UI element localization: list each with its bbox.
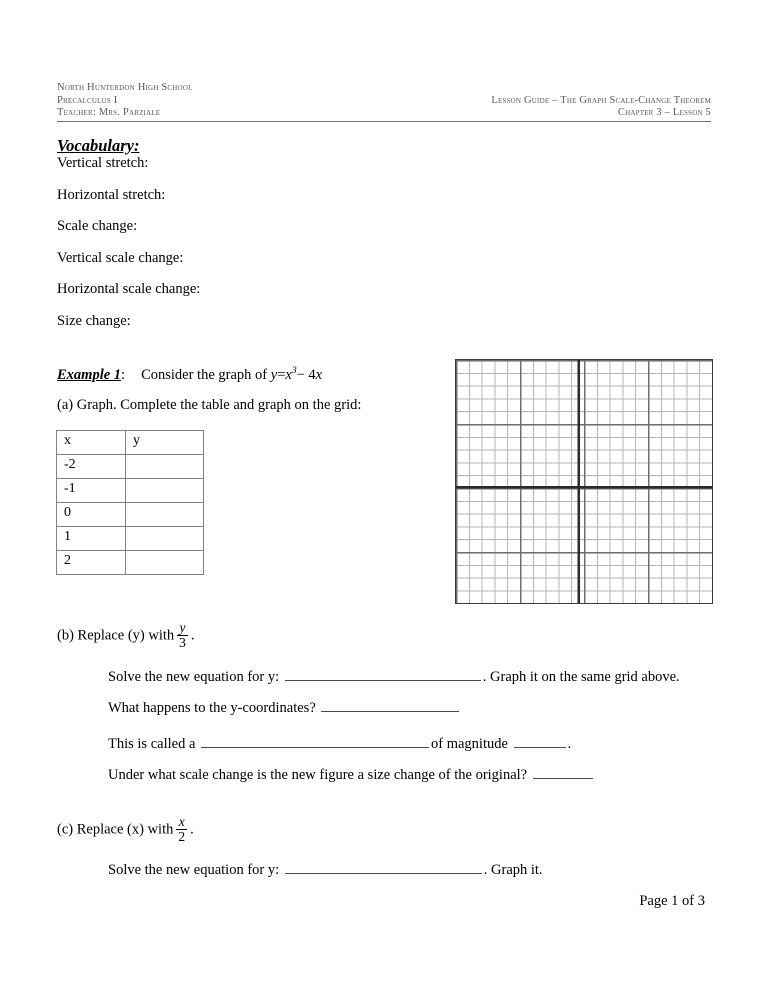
vocabulary-list <box>57 155 200 345</box>
part-b-prefix: (b) Replace (y) with <box>57 627 175 644</box>
part-b-instruction <box>57 622 195 651</box>
page-header <box>57 82 711 122</box>
table-header-row <box>57 431 204 455</box>
vocabulary-term-horizontal-scale-change: Horizontal scale change: <box>57 281 201 298</box>
table-cell-x: -2 <box>57 455 126 479</box>
equation-x-linear: x <box>315 366 323 383</box>
part-c-period: . <box>190 821 194 838</box>
table-cell-y[interactable] <box>126 527 204 551</box>
fraction-x-over-2 <box>176 815 187 844</box>
answer-blank-solve-b[interactable] <box>285 668 481 681</box>
fraction-numerator: x <box>178 814 185 829</box>
part-c-prefix: (c) Replace (x) with <box>57 821 174 838</box>
part-c-line-solve <box>108 861 543 879</box>
table-cell-y[interactable] <box>126 455 204 479</box>
part-b-sizechange-label: Under what scale change is the new figure a size change of the original? <box>108 767 528 783</box>
table-row <box>57 551 204 575</box>
vocabulary-term-vertical-scale-change: Vertical scale change: <box>57 249 184 266</box>
part-b-magnitude-label: of magnitude <box>431 736 508 752</box>
example-1-colon: : <box>121 366 126 383</box>
equation-y: y <box>270 366 278 383</box>
part-b-period: . <box>190 627 195 644</box>
part-c-instruction <box>57 816 194 845</box>
vocabulary-term-vertical-stretch: Vertical stretch: <box>57 155 149 171</box>
part-b-line-ycoords <box>108 699 461 717</box>
vocabulary-term-horizontal-stretch: Horizontal stretch: <box>57 186 166 203</box>
part-b-line-solve <box>108 668 680 686</box>
fraction-numerator: y <box>179 620 186 635</box>
table-cell-x: 1 <box>57 527 126 551</box>
table-header-y: y <box>126 431 204 455</box>
part-b-line-called <box>108 735 571 753</box>
example-1-line <box>57 365 322 384</box>
xy-value-table <box>56 430 204 575</box>
answer-blank-size-change[interactable] <box>533 766 593 779</box>
vocabulary-term-scale-change: Scale change: <box>57 218 138 235</box>
equation-minus-four: − 4 <box>296 366 316 383</box>
table-row <box>57 479 204 503</box>
table-row <box>57 455 204 479</box>
coordinate-grid[interactable] <box>455 359 713 604</box>
table-cell-x: -1 <box>57 479 126 503</box>
vocabulary-term-size-change: Size change: <box>57 312 131 329</box>
answer-blank-magnitude[interactable] <box>514 735 566 748</box>
part-b-solve-suffix: . Graph it on the same grid above. <box>482 669 680 685</box>
part-a-instruction: (a) Graph. Complete the table and graph on the grid: <box>57 397 362 413</box>
header-lesson-guide: Lesson Guide – The Graph Scale-Change Theorem <box>491 94 711 106</box>
fraction-y-over-3 <box>177 621 188 650</box>
table-cell-x: 0 <box>57 503 126 527</box>
equation-equals: = <box>277 366 286 383</box>
table-cell-y[interactable] <box>126 479 204 503</box>
example-1-label: Example 1 <box>57 366 122 383</box>
part-b-called-period: . <box>567 736 572 752</box>
table-header-x: x <box>57 431 126 455</box>
fraction-denominator: 3 <box>179 634 186 650</box>
header-school-name: North Hunterdon High School <box>57 82 193 93</box>
answer-blank-ycoords[interactable] <box>321 699 459 712</box>
header-teacher-name: Teacher: Mrs. Parziale <box>57 107 161 119</box>
part-c-solve-label: Solve the new equation for y: <box>108 862 280 878</box>
header-course-name: Precalculus I <box>57 94 118 106</box>
table-cell-y[interactable] <box>126 503 204 527</box>
header-divider <box>57 121 711 122</box>
part-b-line-sizechange <box>108 766 595 784</box>
answer-blank-transformation-name[interactable] <box>201 735 429 748</box>
fraction-denominator: 2 <box>178 828 186 844</box>
part-b-called-label: This is called a <box>108 736 196 752</box>
equation-x-cubed-base: x <box>285 366 292 383</box>
header-right-line-1 <box>384 82 711 95</box>
table-row <box>57 527 204 551</box>
part-c-solve-suffix: . Graph it. <box>483 862 543 878</box>
equation-exponent: 3 <box>291 365 297 376</box>
example-1-prompt: Consider the graph of <box>141 366 268 383</box>
part-b-solve-label: Solve the new equation for y: <box>108 669 280 685</box>
table-row <box>57 503 204 527</box>
vocabulary-heading: Vocabulary: <box>57 136 140 155</box>
part-b-ycoords-label: What happens to the y-coordinates? <box>108 700 316 716</box>
header-chapter-lesson: Chapter 3 – Lesson 5 <box>617 107 711 119</box>
page-footer <box>0 893 705 910</box>
table-cell-x: 2 <box>57 551 126 575</box>
page-number-label: Page 1 of 3 <box>639 893 705 909</box>
table-cell-y[interactable] <box>126 551 204 575</box>
answer-blank-solve-c[interactable] <box>285 861 482 874</box>
